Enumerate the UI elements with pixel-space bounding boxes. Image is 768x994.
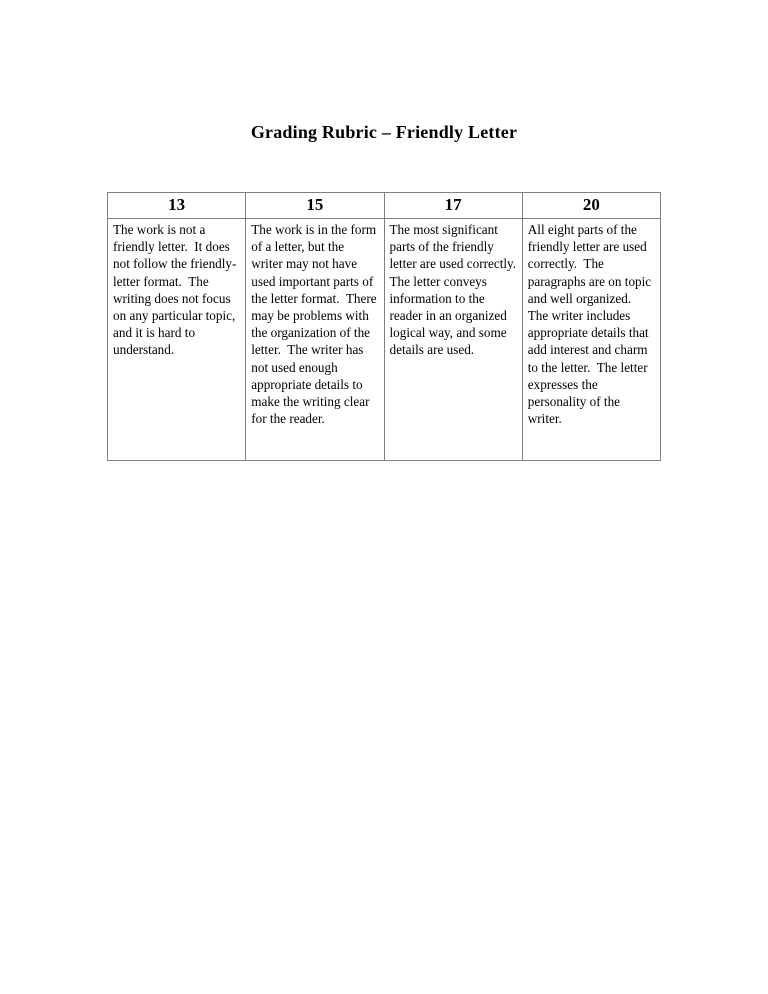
rubric-score-row	[108, 193, 661, 219]
description-text-17: The most significant parts of the friendly letter are used correctly. The letter conveys information to the reader in an organized logical way, and some details are used.	[389, 222, 523, 358]
description-cell-17	[384, 219, 522, 461]
description-text-15: The work is in the form of a letter, but the writer may not have used important parts of the letter format. There may be problems with the organization of the letter. The writer has not used enough appropriate details to make the writing clear for the reader.	[251, 222, 380, 427]
page-title: Grading Rubric – Friendly Letter	[250, 122, 518, 142]
description-cell-15	[246, 219, 384, 461]
description-text-20: All eight parts of the friendly letter are used correctly. The paragraphs are on topic and well organized. The writer includes appropriate details that add interest and charm to the letter. The letter expresses the personality of the writer.	[527, 222, 655, 427]
score-header-15: 15	[246, 193, 384, 219]
description-cell-13	[108, 219, 246, 461]
description-cell-20	[522, 219, 660, 461]
grading-rubric-table	[107, 192, 661, 461]
score-header-17: 17	[384, 193, 522, 219]
score-header-13: 13	[108, 193, 246, 219]
rubric-description-row	[108, 219, 661, 461]
description-text-13: The work is not a friendly letter. It does not follow the friendly-letter format. The writing does not focus on any particular topic, and it is hard to understand.	[113, 222, 239, 358]
score-header-20: 20	[522, 193, 660, 219]
